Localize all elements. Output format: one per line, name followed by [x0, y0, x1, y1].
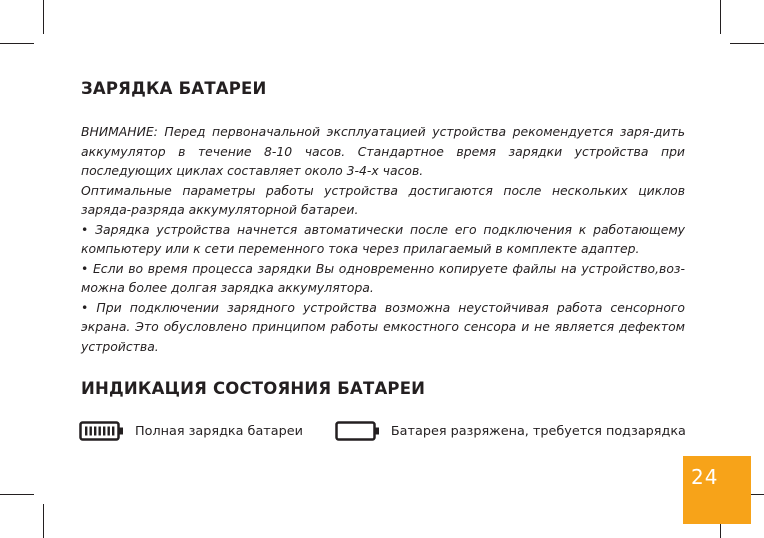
- battery-legend: [79, 421, 686, 441]
- crop-mark: [0, 43, 34, 44]
- crop-mark: [720, 0, 721, 34]
- battery-empty-icon: [335, 421, 380, 441]
- battery-full-icon: [79, 421, 124, 441]
- sensor-bullet: • При подключении зарядного устройства возможна неустойчивая работа сенсорного экрана. Это обусловлено принципом работы емкостного сенсора и не является дефектом устройства.: [81, 299, 685, 354]
- crop-mark: [43, 504, 44, 538]
- indicator-heading: ИНДИКАЦИЯ СОСТОЯНИЯ БАТАРЕИ: [81, 379, 426, 398]
- page-number: 24: [691, 465, 719, 489]
- copy-files-bullet: • Если во время процесса зарядки Вы одновременно копируете файлы на устройство,воз-можна более долгая зарядка аккумулятора.: [81, 260, 685, 295]
- battery-empty-label: Батарея разряжена, требуется подзарядка: [390, 423, 686, 439]
- auto-charge-bullet: • Зарядка устройства начнется автоматически после его подключения к работающему компьютеру или к сети переменного тока через прилагаемый в комплекте адаптер.: [81, 221, 685, 256]
- charging-heading: ЗАРЯДКА БАТАРЕИ: [81, 79, 267, 98]
- warning-paragraph: ВНИМАНИЕ: Перед первоначальной эксплуатацией устройства рекомендуется заря-дить аккумулятор в течение 8-10 часов. Стандартное время зарядки устройства при последующих циклах составляет около 3-4-х часов.: [81, 124, 685, 178]
- charging-body: [81, 122, 685, 356]
- crop-mark: [0, 494, 34, 495]
- optimal-params-paragraph: Оптимальные параметры работы устройства достигаются после нескольких циклов заряда-разряда аккумуляторной батареи.: [81, 182, 685, 217]
- page-number-tab: [683, 456, 751, 524]
- battery-full-label: Полная зарядка батареи: [135, 423, 303, 439]
- crop-mark: [730, 43, 764, 44]
- crop-mark: [43, 0, 44, 34]
